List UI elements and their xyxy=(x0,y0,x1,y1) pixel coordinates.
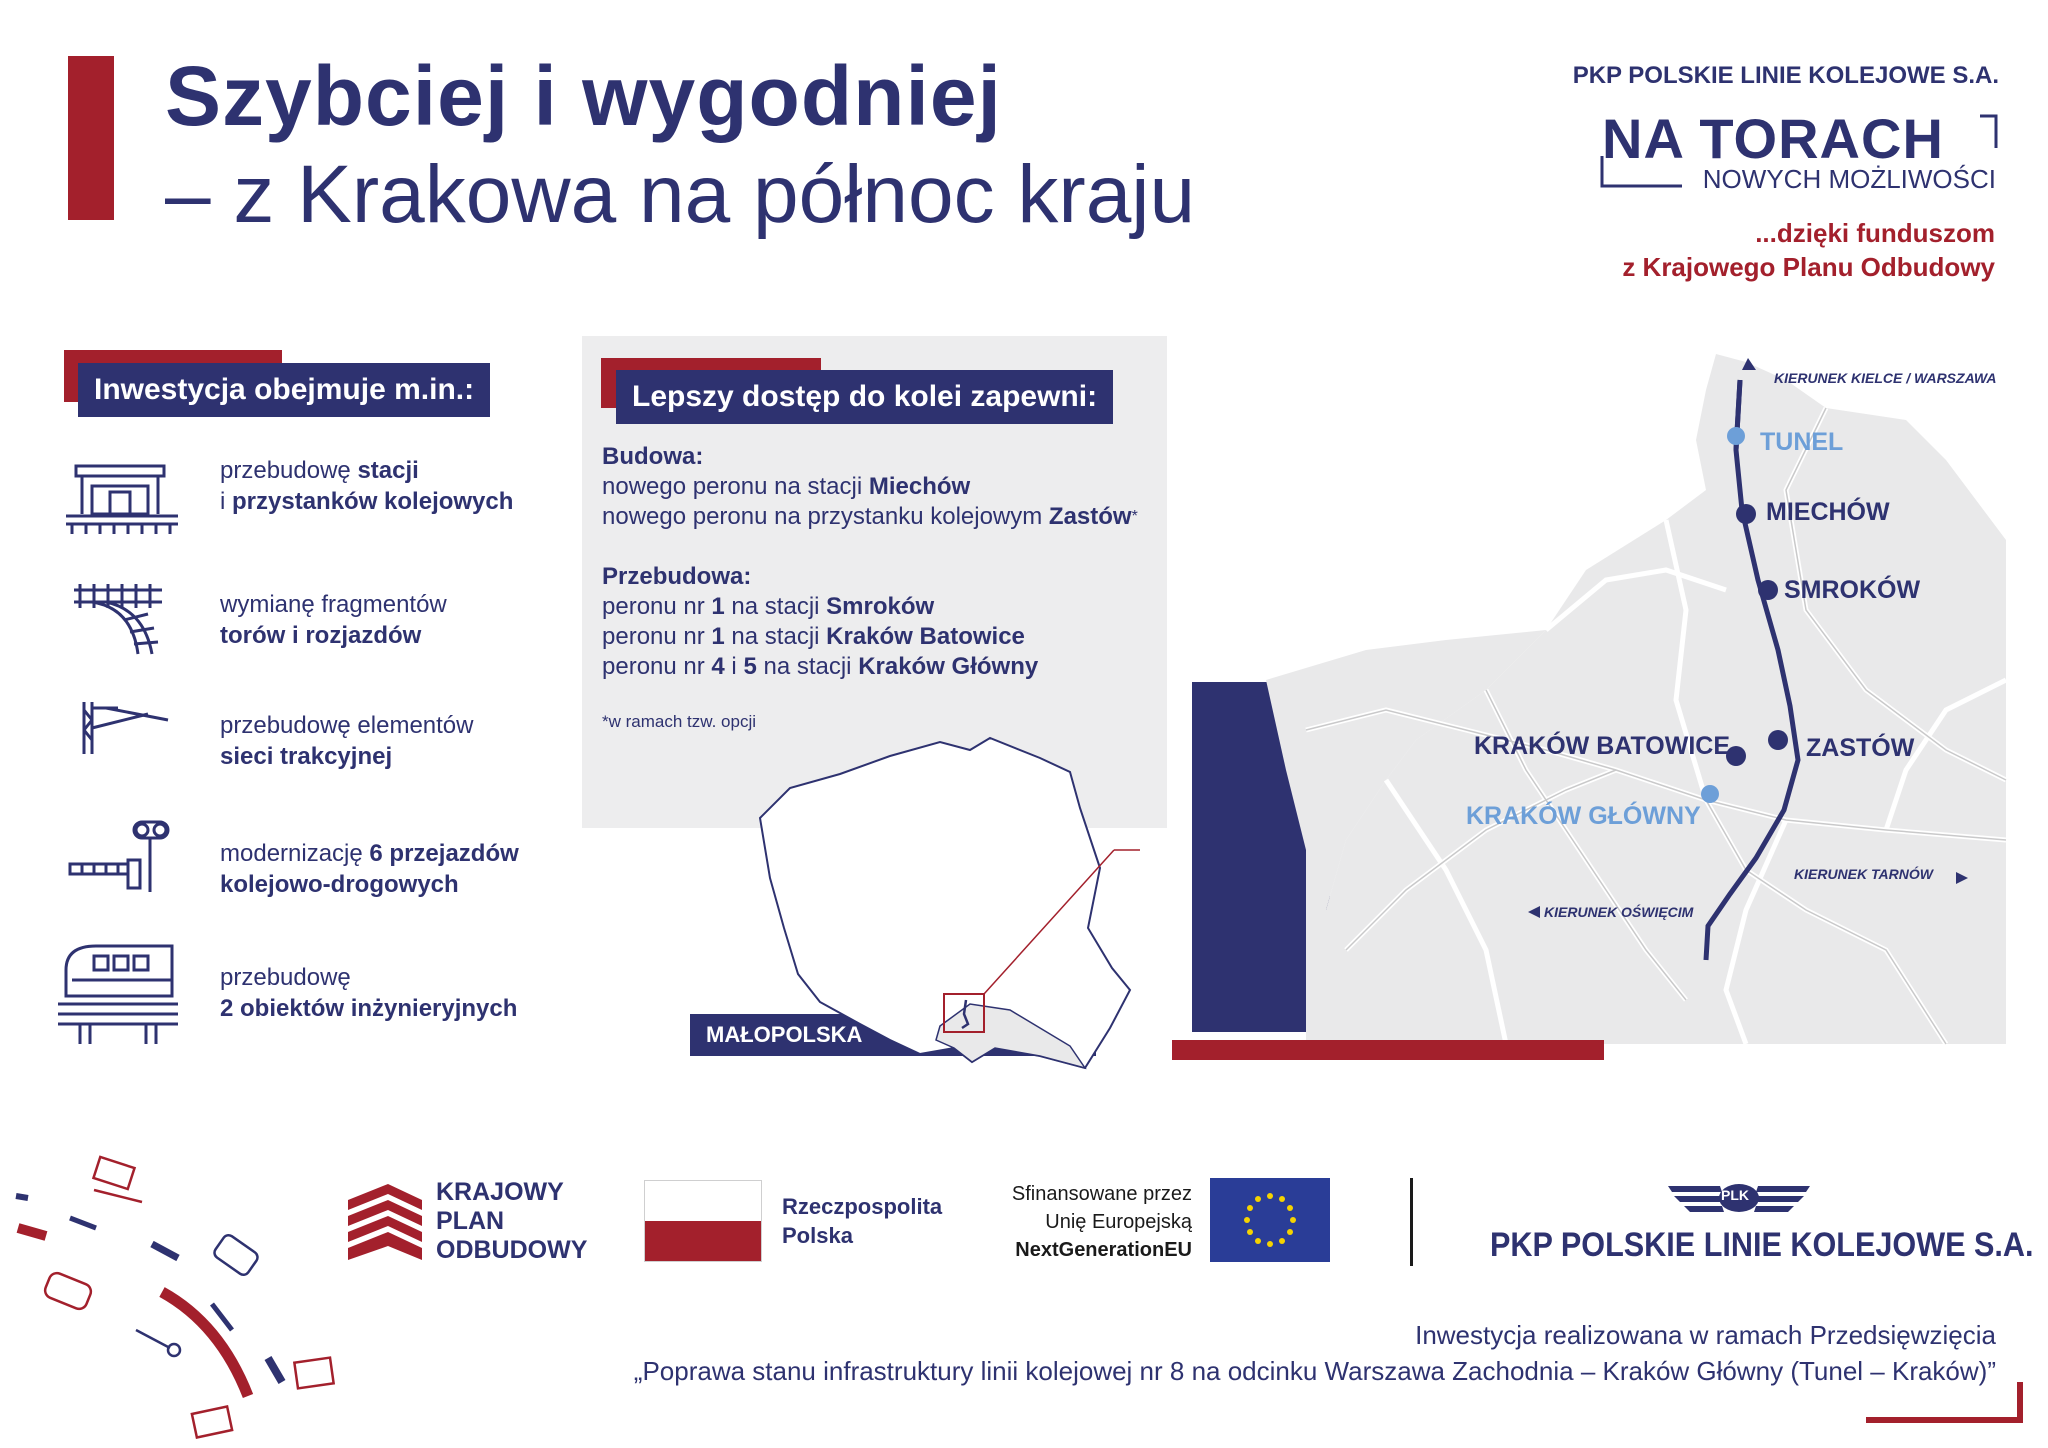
build-title: Budowa: xyxy=(602,443,704,470)
track-switch-icon xyxy=(72,580,164,656)
funds-line-1: ...dzięki funduszom xyxy=(1755,218,1995,248)
footer-note-line-2: „Poprawa stanu infrastruktury linii kolejowej nr 8 na odcinku Warszawa Zachodnia – Kraków Główny (Tunel – Kraków)” xyxy=(633,1356,1996,1386)
detail-map xyxy=(1186,350,2016,1050)
plk-badge-text: PLK xyxy=(1721,1187,1749,1203)
catenary-pole-icon xyxy=(78,700,170,756)
kpo-logo-icon xyxy=(348,1180,422,1264)
investment-item-5: przebudowę 2 obiektów inżynieryjnych xyxy=(220,964,518,1022)
station-label-zastow: ZASTÓW xyxy=(1806,734,1915,762)
polish-flag-icon xyxy=(644,1180,762,1262)
brand-company: PKP POLSKIE LINIE KOLEJOWE S.A. xyxy=(1572,62,1999,89)
investment-item-2: wymianę fragmentów torów i rozjazdów xyxy=(220,591,447,649)
access-heading: Lepszy dostęp do kolei zapewni: xyxy=(616,370,1113,424)
station-label-smrokow: SMROKÓW xyxy=(1784,576,1921,604)
title-accent-bar xyxy=(68,56,114,220)
page-title: Szybciej i wygodniej xyxy=(165,49,1002,143)
investment-item-3: przebudowę elementów sieci trakcyjnej xyxy=(220,712,474,770)
corner-bracket-icon xyxy=(1866,1380,2026,1424)
level-crossing-icon xyxy=(68,820,176,892)
eu-flag-icon xyxy=(1210,1178,1330,1262)
build-line-1: nowego peronu na stacji Miechów xyxy=(602,473,971,500)
decorative-rail-icons xyxy=(10,1148,340,1448)
access-footnote: *w ramach tzw. opcji xyxy=(602,712,756,731)
footer-note-line-1: Inwestycja realizowana w ramach Przedsięwzięcia xyxy=(1415,1320,1996,1350)
brand-slogan-sub: NOWYCH MOŻLIWOŚCI xyxy=(1702,164,1996,194)
rebuild-line-1: peronu nr 1 na stacji Smroków xyxy=(602,593,935,620)
direction-east: KIERUNEK TARNÓW xyxy=(1794,866,1933,882)
investment-item-1: przebudowę stacji i przystanków kolejowych xyxy=(220,457,514,515)
brand-slogan-main: NA TORACH xyxy=(1602,107,1944,170)
detail-map-accent-bar xyxy=(1172,1040,1604,1060)
investment-heading: Inwestycja obejmuje m.in.: xyxy=(78,363,490,417)
funds-line-2: z Krajowego Planu Odbudowy xyxy=(1622,252,1995,282)
region-label: MAŁOPOLSKA xyxy=(706,1022,863,1047)
kpo-logo-text: KRAJOWY PLAN ODBUDOWY xyxy=(436,1178,588,1264)
station-label-krakow-glowny: KRAKÓW GŁÓWNY xyxy=(1466,802,1701,830)
eu-text: Sfinansowane przez Unię Europejską NextGenerationEU xyxy=(1011,1183,1192,1261)
station-building-icon xyxy=(62,462,186,536)
rebuild-line-3: peronu nr 4 i 5 na stacji Kraków Główny xyxy=(602,653,1039,680)
direction-west: KIERUNEK OŚWIĘCIM xyxy=(1544,904,1694,920)
rebuild-line-2: peronu nr 1 na stacji Kraków Batowice xyxy=(602,623,1025,650)
station-label-miechow: MIECHÓW xyxy=(1766,498,1890,526)
build-line-2: nowego peronu na przystanku kolejowym Zastów* xyxy=(602,503,1138,530)
station-label-tunel: TUNEL xyxy=(1760,428,1844,456)
direction-north: KIERUNEK KIELCE / WARSZAWA xyxy=(1774,370,1997,386)
station-label-krakow-batowice: KRAKÓW BATOWICE xyxy=(1474,732,1730,760)
plk-logo-text: PKP POLSKIE LINIE KOLEJOWE S.A. xyxy=(1490,1226,2034,1264)
access-build-block xyxy=(602,442,1138,682)
investment-item-4: modernizację 6 przejazdów kolejowo-drogowych xyxy=(220,840,519,898)
rebuild-title: Przebudowa: xyxy=(602,563,752,590)
rp-logo-text: Rzeczpospolita Polska xyxy=(782,1194,943,1248)
train-bridge-icon xyxy=(56,940,180,1044)
footer-divider xyxy=(1410,1178,1413,1266)
page-subtitle: – z Krakowa na północ kraju xyxy=(165,149,1196,240)
